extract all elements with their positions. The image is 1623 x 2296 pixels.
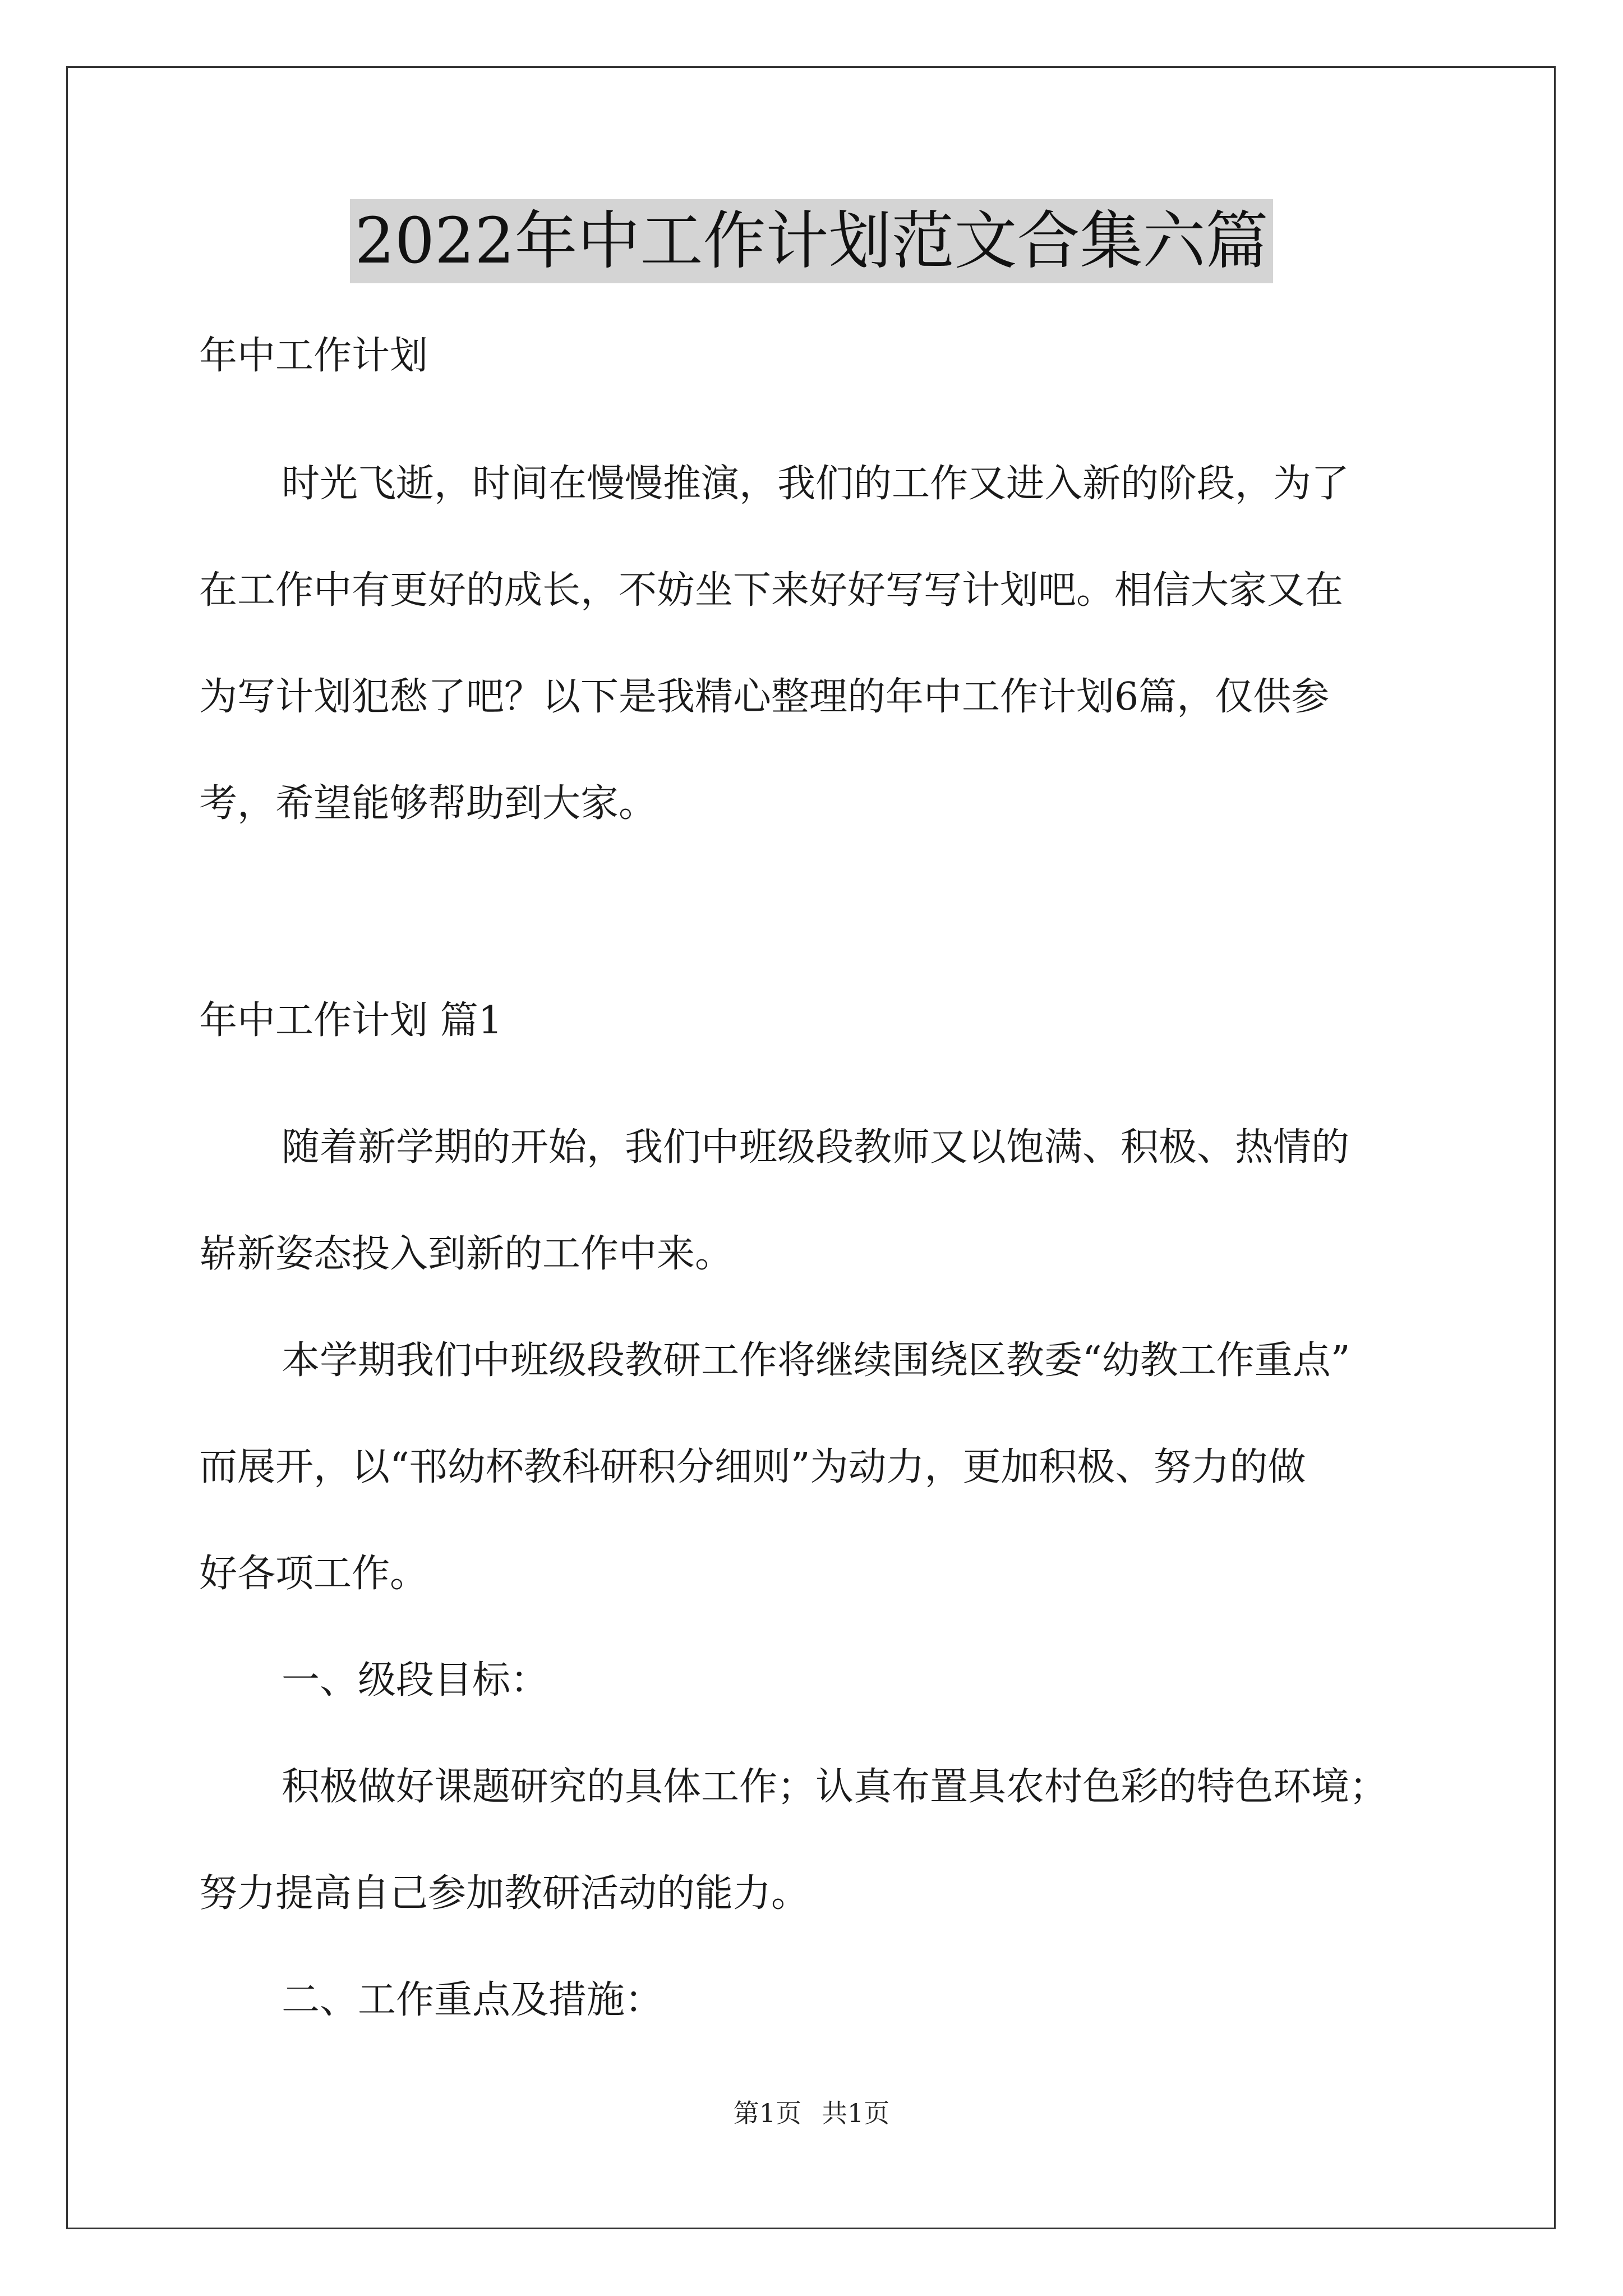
- page-footer: [0, 2093, 1623, 2133]
- section-heading-part1: 年中工作计划 篇1: [199, 999, 502, 1043]
- paragraph-line: 在工作中有更好的成长，不妨坐下来好好写写计划吧。相信大家又在: [199, 568, 1344, 613]
- paragraph-line: 随着新学期的开始，我们中班级段教师又以饱满、积极、热情的: [282, 1125, 1350, 1170]
- paragraph-line: 时光飞逝，时间在慢慢推演，我们的工作又进入新的阶段，为了: [282, 462, 1350, 506]
- page-total: 共1页: [822, 2098, 890, 2128]
- paragraph-line: 好各项工作。: [199, 1552, 428, 1596]
- paragraph-line: 考，希望能够帮助到大家。: [199, 781, 657, 826]
- page-number: 第1页: [733, 2098, 801, 2128]
- subheading-goals: 一、级段目标：: [282, 1658, 549, 1703]
- paragraph-line: 崭新姿态投入到新的工作中来。: [199, 1232, 734, 1276]
- paragraph-line: 努力提高自己参加教研活动的能力。: [199, 1871, 810, 1916]
- section-heading-intro: 年中工作计划: [199, 334, 428, 378]
- document-title: 2022年中工作计划范文合集六篇: [350, 199, 1272, 283]
- subheading-measures: 二、工作重点及措施：: [282, 1978, 663, 2022]
- paragraph-line: 积极做好课题研究的具体工作；认真布置具农村色彩的特色环境；: [282, 1765, 1388, 1809]
- paragraph-line: 本学期我们中班级段教研工作将继续围绕区教委“幼教工作重点”: [282, 1338, 1350, 1383]
- paragraph-line: 而展开，以“邗幼杯教科研积分细则”为动力，更加积极、努力的做: [199, 1445, 1306, 1489]
- title-wrap: [0, 199, 1623, 283]
- paragraph-line: 为写计划犯愁了吧？以下是我精心整理的年中工作计划6篇，仅供参: [199, 675, 1330, 719]
